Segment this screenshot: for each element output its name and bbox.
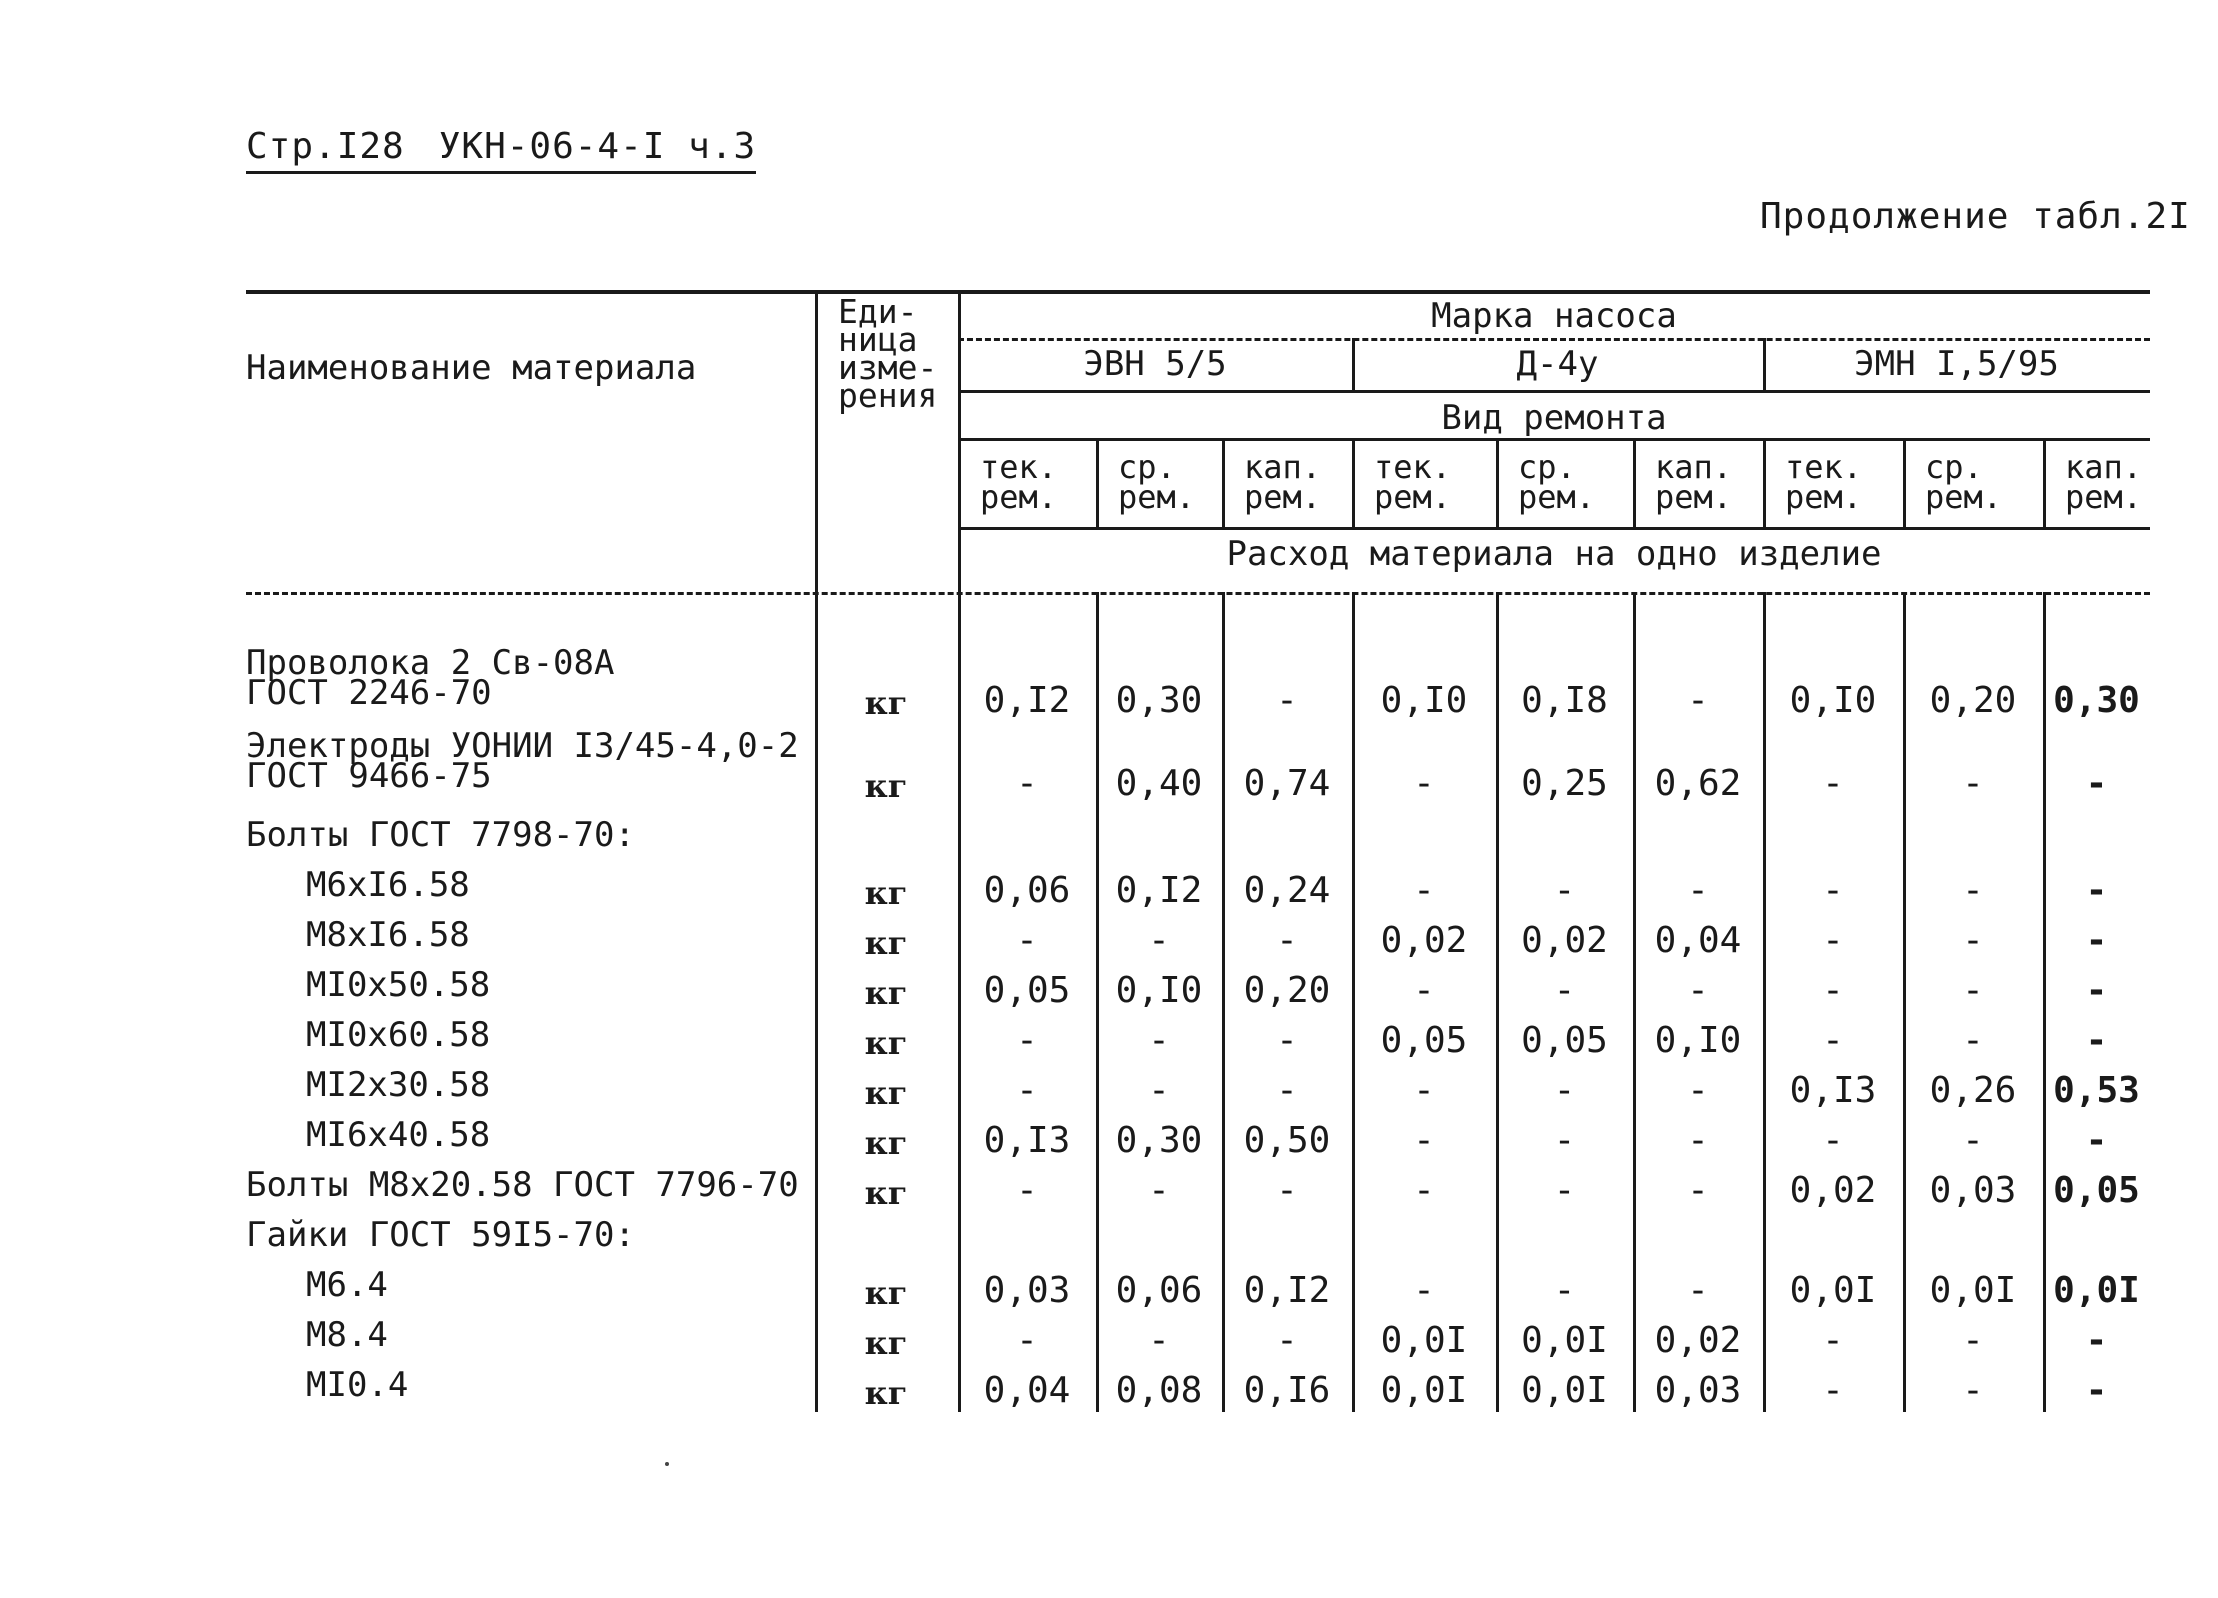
- value-cell: -: [1822, 920, 1844, 961]
- value-cell: -: [1822, 1020, 1844, 1061]
- material-name-line: МI6х40.58: [306, 1115, 491, 1155]
- value-cell: 0,I2: [983, 680, 1071, 721]
- repair-column-divider: [1763, 438, 1766, 527]
- repair-column-divider: [1096, 438, 1099, 527]
- unit-header-line: изме-: [838, 348, 938, 387]
- value-cell: -: [1276, 1020, 1298, 1061]
- value-cell: 0,25: [1521, 763, 1608, 804]
- value-cell: 0,53: [2053, 1070, 2140, 1111]
- value-cell: 0,02: [1521, 920, 1608, 961]
- value-cell: 0,05: [1380, 1020, 1468, 1061]
- material-name-line: МI0х60.58: [306, 1015, 491, 1055]
- value-cell: -: [1148, 1070, 1170, 1111]
- consumption-header: Расход материала на одно изделие: [1226, 534, 1882, 574]
- value-cell: -: [1687, 1070, 1709, 1111]
- value-cell: 0,I0: [1789, 680, 1877, 721]
- value-cell: 0,I6: [1243, 1370, 1331, 1411]
- material-name: [246, 1165, 799, 1205]
- repair-column-divider: [1903, 438, 1906, 527]
- table-top-rule: [246, 290, 2150, 294]
- value-cell: -: [2085, 1120, 2108, 1161]
- page-number: Стр.I28: [246, 126, 405, 167]
- value-cell: 0,I3: [1789, 1070, 1877, 1111]
- repair-type-label-line: ср.: [1925, 448, 1983, 486]
- value-cell: -: [1687, 970, 1709, 1011]
- value-cell: 0,0I: [2053, 1270, 2140, 1311]
- repair-type-label-line: рем.: [1118, 478, 1196, 516]
- value-cell: -: [1962, 1370, 1984, 1411]
- unit-cell: кг: [864, 1324, 908, 1362]
- value-cell: 0,I0: [1115, 970, 1203, 1011]
- value-cell: -: [2085, 763, 2108, 804]
- value-cell: 0,05: [2053, 1170, 2140, 1211]
- unit-cell: кг: [864, 924, 908, 962]
- material-name-line: Электроды УОНИИ I3/45-4,0-2: [246, 726, 799, 766]
- value-cell: -: [1962, 1020, 1984, 1061]
- value-cell: -: [1413, 1170, 1435, 1211]
- value-cell: -: [1413, 1120, 1435, 1161]
- material-name-line: Гайки ГОСТ 59I5-70:: [246, 1215, 635, 1255]
- value-cell: 0,24: [1243, 870, 1331, 911]
- value-cell: -: [1276, 920, 1298, 961]
- value-cell: -: [1276, 680, 1298, 721]
- value-cell: 0,02: [1654, 1320, 1742, 1361]
- value-cell: -: [1016, 920, 1038, 961]
- repair-type-label-line: ср.: [1518, 448, 1576, 486]
- material-name-line: М8хI6.58: [306, 915, 470, 955]
- material-name-line: М6хI6.58: [306, 865, 470, 905]
- header-bottom-rule: [246, 592, 2150, 595]
- unit-header-line: рения: [838, 376, 938, 415]
- material-name-line: МI0.4: [306, 1365, 409, 1405]
- repair-column-divider: [1633, 438, 1636, 527]
- repair-type-label: [1518, 448, 1596, 516]
- material-name: [306, 1365, 409, 1405]
- pump-brand-rule: [958, 338, 2150, 341]
- value-cell: 0,02: [1380, 920, 1468, 961]
- value-cell: 0,I3: [983, 1120, 1071, 1161]
- value-cell: 0,05: [1521, 1020, 1608, 1061]
- pump-name: ЭВН 5/5: [1083, 344, 1227, 384]
- pump-names-rule: [958, 390, 2150, 393]
- value-cell: 0,0I: [1521, 1370, 1608, 1411]
- value-cell: 0,62: [1654, 763, 1742, 804]
- unit-header: [838, 292, 938, 415]
- unit-cell: кг: [864, 1374, 908, 1412]
- unit-cell: кг: [864, 1074, 908, 1112]
- value-cell: -: [1822, 1120, 1844, 1161]
- value-cell: 0,30: [1115, 1120, 1203, 1161]
- value-cell: -: [1962, 763, 1984, 804]
- value-cell: -: [1553, 1120, 1576, 1161]
- value-cell: -: [1413, 870, 1435, 911]
- value-cell: 0,I8: [1521, 680, 1608, 721]
- repair-type-label-line: рем.: [1518, 478, 1596, 516]
- value-cell: -: [1553, 870, 1576, 911]
- value-cell: -: [2085, 970, 2108, 1011]
- document-code: УКН-06-4-I ч.3: [438, 126, 757, 167]
- value-cell: -: [2085, 1020, 2108, 1061]
- value-cell: -: [1276, 1170, 1298, 1211]
- material-name: [306, 1265, 388, 1305]
- value-cell: 0,I0: [1380, 680, 1468, 721]
- value-cell: 0,04: [1654, 920, 1742, 961]
- repair-type-label: [1118, 448, 1196, 516]
- value-cell: -: [1016, 763, 1038, 804]
- value-cell: 0,03: [1654, 1370, 1742, 1411]
- repair-names-rule: [958, 527, 2150, 530]
- repair-type-label-line: рем.: [1374, 478, 1452, 516]
- repair-column-divider: [1496, 438, 1499, 527]
- repair-column-divider: [1352, 438, 1355, 527]
- value-cell: -: [1822, 1320, 1844, 1361]
- repair-type-rule: [958, 438, 2150, 441]
- value-cell: -: [1016, 1020, 1038, 1061]
- material-name: [306, 1115, 491, 1155]
- material-name-line: М8.4: [306, 1315, 388, 1355]
- value-cell: -: [1016, 1170, 1038, 1211]
- material-name: [306, 965, 491, 1005]
- value-cell: 0,40: [1115, 763, 1203, 804]
- repair-column-divider: [2043, 438, 2046, 527]
- material-name: [306, 865, 470, 905]
- value-cell: -: [1687, 1120, 1709, 1161]
- repair-type-label-line: ср.: [1118, 448, 1176, 486]
- value-cell: -: [1962, 1120, 1984, 1161]
- value-cell: -: [1148, 1020, 1170, 1061]
- unit-cell: кг: [864, 1274, 908, 1312]
- material-name-line: ГОСТ 9466-75: [246, 756, 492, 796]
- repair-type-label: [1925, 448, 2003, 516]
- repair-type-label-line: кап.: [2065, 448, 2143, 486]
- value-cell: -: [1962, 970, 1984, 1011]
- value-cell: -: [1553, 1170, 1576, 1211]
- value-cell: 0,20: [1243, 970, 1331, 1011]
- material-name: [306, 1065, 491, 1105]
- value-cell: 0,I2: [1243, 1270, 1331, 1311]
- material-name-header: Наименование материала: [246, 348, 697, 388]
- unit-column-divider: [958, 290, 961, 1412]
- value-cell: 0,20: [1929, 680, 2017, 721]
- repair-type-label: [1374, 448, 1452, 516]
- value-cell: -: [1148, 1320, 1170, 1361]
- value-cell: 0,30: [1115, 680, 1203, 721]
- value-cell: 0,0I: [1789, 1270, 1877, 1311]
- material-name: [306, 1015, 491, 1055]
- value-cell: 0,03: [983, 1270, 1071, 1311]
- name-column-divider: [815, 290, 818, 1412]
- value-cell: -: [1016, 1320, 1038, 1361]
- value-cell: 0,0I: [1929, 1270, 2017, 1311]
- value-cell: 0,74: [1243, 763, 1331, 804]
- value-cell: 0,04: [983, 1370, 1071, 1411]
- value-cell: -: [1413, 970, 1435, 1011]
- material-name: [306, 915, 470, 955]
- pump-name: Д-4у: [1516, 344, 1599, 384]
- unit-cell: кг: [864, 767, 908, 805]
- repair-type-label-line: кап.: [1655, 448, 1733, 486]
- unit-cell: кг: [864, 1124, 908, 1162]
- value-cell: 0,06: [1115, 1270, 1203, 1311]
- value-cell: -: [2085, 920, 2108, 961]
- value-cell: -: [1413, 1270, 1435, 1311]
- value-cell: -: [1276, 1070, 1298, 1111]
- repair-type-label-line: тек.: [980, 448, 1058, 486]
- value-cell: -: [1276, 1320, 1298, 1361]
- unit-header-line: ница: [838, 320, 918, 359]
- material-name-line: МI2х30.58: [306, 1065, 491, 1105]
- value-cell: -: [1413, 1070, 1435, 1111]
- value-cell: -: [1148, 920, 1170, 961]
- value-cell: 0,05: [983, 970, 1071, 1011]
- value-cell: -: [1016, 1070, 1038, 1111]
- value-cell: 0,0I: [1380, 1370, 1468, 1411]
- value-cell: -: [2085, 1370, 2108, 1411]
- value-cell: -: [2085, 870, 2108, 911]
- repair-column-divider: [1222, 438, 1225, 527]
- pump-brand-header: Марка насоса: [1431, 296, 1677, 336]
- value-cell: -: [1148, 1170, 1170, 1211]
- material-name-line: МI0х50.58: [306, 965, 491, 1005]
- value-cell: -: [1962, 920, 1984, 961]
- value-cell: -: [1687, 1170, 1709, 1211]
- material-name-line: М6.4: [306, 1265, 388, 1305]
- repair-type-label-line: рем.: [2065, 478, 2143, 516]
- material-name-line: ГОСТ 2246-70: [246, 673, 492, 713]
- value-cell: 0,06: [983, 870, 1071, 911]
- repair-type-header: Вид ремонта: [1441, 398, 1667, 438]
- page-header: [246, 126, 756, 174]
- value-cell: -: [1962, 870, 1984, 911]
- value-cell: 0,03: [1929, 1170, 2017, 1211]
- value-cell: 0,08: [1115, 1370, 1203, 1411]
- scan-speck: [665, 1462, 669, 1466]
- unit-cell: кг: [864, 684, 908, 722]
- value-cell: -: [1822, 970, 1844, 1011]
- value-cell: -: [1553, 970, 1576, 1011]
- value-cell: 0,30: [2053, 680, 2140, 721]
- table-continuation-label: Продолжение табл.2I: [1760, 196, 2191, 237]
- value-cell: -: [1822, 1370, 1844, 1411]
- repair-type-label-line: рем.: [1925, 478, 2003, 516]
- unit-cell: кг: [864, 974, 908, 1012]
- repair-type-label: [2065, 448, 2143, 516]
- repair-type-label: [1785, 448, 1863, 516]
- value-cell: 0,50: [1243, 1120, 1331, 1161]
- value-cell: -: [1553, 1270, 1576, 1311]
- material-name-line: Болты М8х20.58 ГОСТ 7796-70: [246, 1165, 799, 1205]
- value-cell: 0,0I: [1380, 1320, 1468, 1361]
- repair-type-label-line: кап.: [1244, 448, 1322, 486]
- value-cell: -: [1822, 870, 1844, 911]
- unit-header-line: Еди-: [838, 292, 918, 331]
- repair-type-label-line: рем.: [1244, 478, 1322, 516]
- material-name: [306, 1315, 388, 1355]
- value-cell: 0,I0: [1654, 1020, 1742, 1061]
- repair-type-label-line: тек.: [1785, 448, 1863, 486]
- value-cell: -: [1553, 1070, 1576, 1111]
- value-cell: -: [1822, 763, 1844, 804]
- repair-type-label-line: рем.: [980, 478, 1058, 516]
- value-cell: 0,0I: [1521, 1320, 1608, 1361]
- value-cell: -: [1687, 680, 1709, 721]
- material-name: [246, 643, 615, 713]
- value-cell: -: [2085, 1320, 2108, 1361]
- value-cell: 0,26: [1929, 1070, 2017, 1111]
- material-name-line: Болты ГОСТ 7798-70:: [246, 815, 635, 855]
- pump-name: ЭМН I,5/95: [1854, 344, 2059, 384]
- material-name: [246, 726, 799, 796]
- repair-type-label: [1244, 448, 1322, 516]
- material-name: [246, 815, 635, 855]
- repair-type-label: [980, 448, 1058, 516]
- material-name-line: Проволока 2 Св-08А: [246, 643, 615, 683]
- value-cell: -: [1962, 1320, 1984, 1361]
- material-name: [246, 1215, 635, 1255]
- unit-cell: кг: [864, 874, 908, 912]
- unit-cell: кг: [864, 1174, 908, 1212]
- value-cell: 0,I2: [1115, 870, 1203, 911]
- repair-type-label: [1655, 448, 1733, 516]
- repair-type-label-line: рем.: [1785, 478, 1863, 516]
- value-cell: -: [1413, 763, 1435, 804]
- value-cell: -: [1687, 870, 1709, 911]
- value-cell: -: [1687, 1270, 1709, 1311]
- unit-cell: кг: [864, 1024, 908, 1062]
- repair-type-label-line: тек.: [1374, 448, 1452, 486]
- repair-type-label-line: рем.: [1655, 478, 1733, 516]
- value-cell: 0,02: [1789, 1170, 1877, 1211]
